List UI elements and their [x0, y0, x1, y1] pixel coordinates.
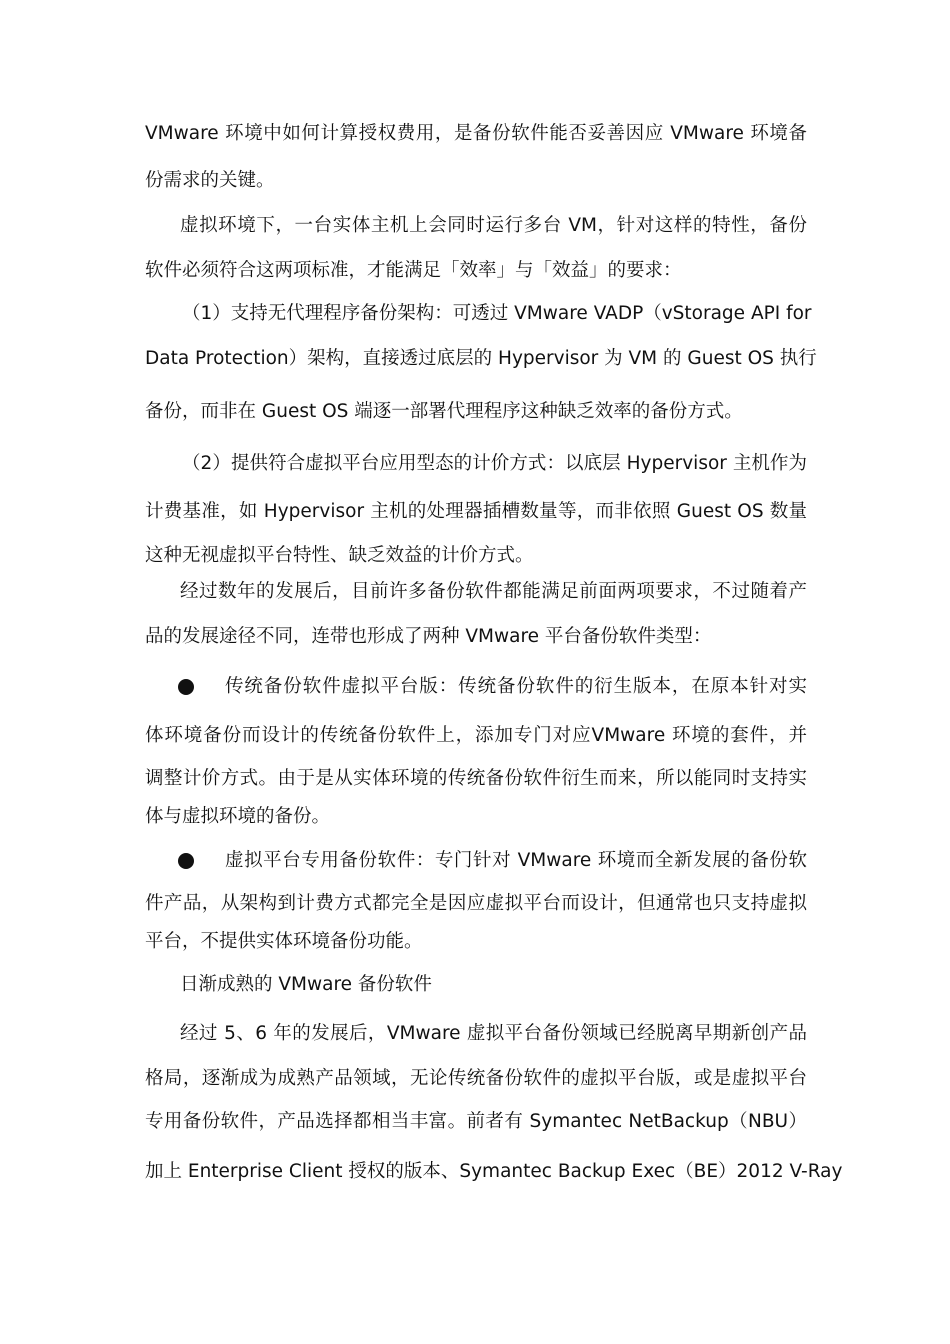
section-heading: 日渐成熟的 VMware 备份软件	[180, 974, 432, 995]
paragraph-line: 经过数年的发展后，目前许多备份软件都能满足前面两项要求，不过随着产	[180, 581, 807, 602]
list-item-1-line: 备份，而非在 Guest OS 端逐一部署代理程序这种缺乏效率的备份方式。	[145, 401, 743, 422]
paragraph-line: 加上 Enterprise Client 授权的版本、Symantec Backup Exec（BE）2012 V-Ray	[145, 1161, 843, 1182]
paragraph-line: 软件必须符合这两项标准，才能满足「效率」与「效益」的要求：	[145, 260, 682, 281]
bullet-icon	[178, 679, 194, 695]
list-item-1-line: （1）支持无代理程序备份架构：可透过 VMware VADP（vStorage API for	[182, 303, 812, 324]
bullet-item-1-line: 体与虚拟环境的备份。	[145, 806, 331, 827]
bullet-item-1-line: 体环境备份而设计的传统备份软件上，添加专门对应VMware 环境的套件，并	[145, 725, 807, 746]
bullet-item-1-line: 调整计价方式。由于是从实体环境的传统备份软件衍生而来，所以能同时支持实	[145, 768, 807, 789]
paragraph-line: 格局，逐渐成为成熟产品领域，无论传统备份软件的虚拟平台版，或是虚拟平台	[145, 1068, 807, 1089]
paragraph-line: 份需求的关键。	[145, 170, 275, 191]
list-item-1-line: Data Protection）架构，直接透过底层的 Hypervisor 为 VM 的 Guest OS 执行	[145, 348, 817, 369]
bullet-item-2-line: 虚拟平台专用备份软件：专门针对 VMware 环境而全新发展的备份软	[225, 850, 807, 871]
list-item-2-line: 这种无视虚拟平台特性、缺乏效益的计价方式。	[145, 545, 534, 566]
list-item-2-line: 计费基准，如 Hypervisor 主机的处理器插槽数量等，而非依照 Guest OS 数量	[145, 501, 807, 522]
list-item-2-line: （2）提供符合虚拟平台应用型态的计价方式：以底层 Hypervisor 主机作为	[182, 453, 807, 474]
paragraph-line: 经过 5、6 年的发展后，VMware 虚拟平台备份领域已经脱离早期新创产品	[180, 1023, 807, 1044]
paragraph-line: 品的发展途径不同，连带也形成了两种 VMware 平台备份软件类型：	[145, 626, 712, 647]
paragraph-line: VMware 环境中如何计算授权费用，是备份软件能否妥善因应 VMware 环境备	[145, 123, 807, 144]
bullet-item-1-line: 传统备份软件虚拟平台版：传统备份软件的衍生版本，在原本针对实	[225, 676, 807, 697]
bullet-item-2-line: 件产品，从架构到计费方式都完全是因应虚拟平台而设计，但通常也只支持虚拟	[145, 893, 807, 914]
paragraph-line: 虚拟环境下，一台实体主机上会同时运行多台 VM，针对这样的特性，备份	[180, 215, 807, 236]
paragraph-line: 专用备份软件，产品选择都相当丰富。前者有 Symantec NetBackup（NBU）	[145, 1111, 807, 1132]
bullet-icon	[178, 853, 194, 869]
bullet-item-2-line: 平台，不提供实体环境备份功能。	[145, 931, 423, 952]
